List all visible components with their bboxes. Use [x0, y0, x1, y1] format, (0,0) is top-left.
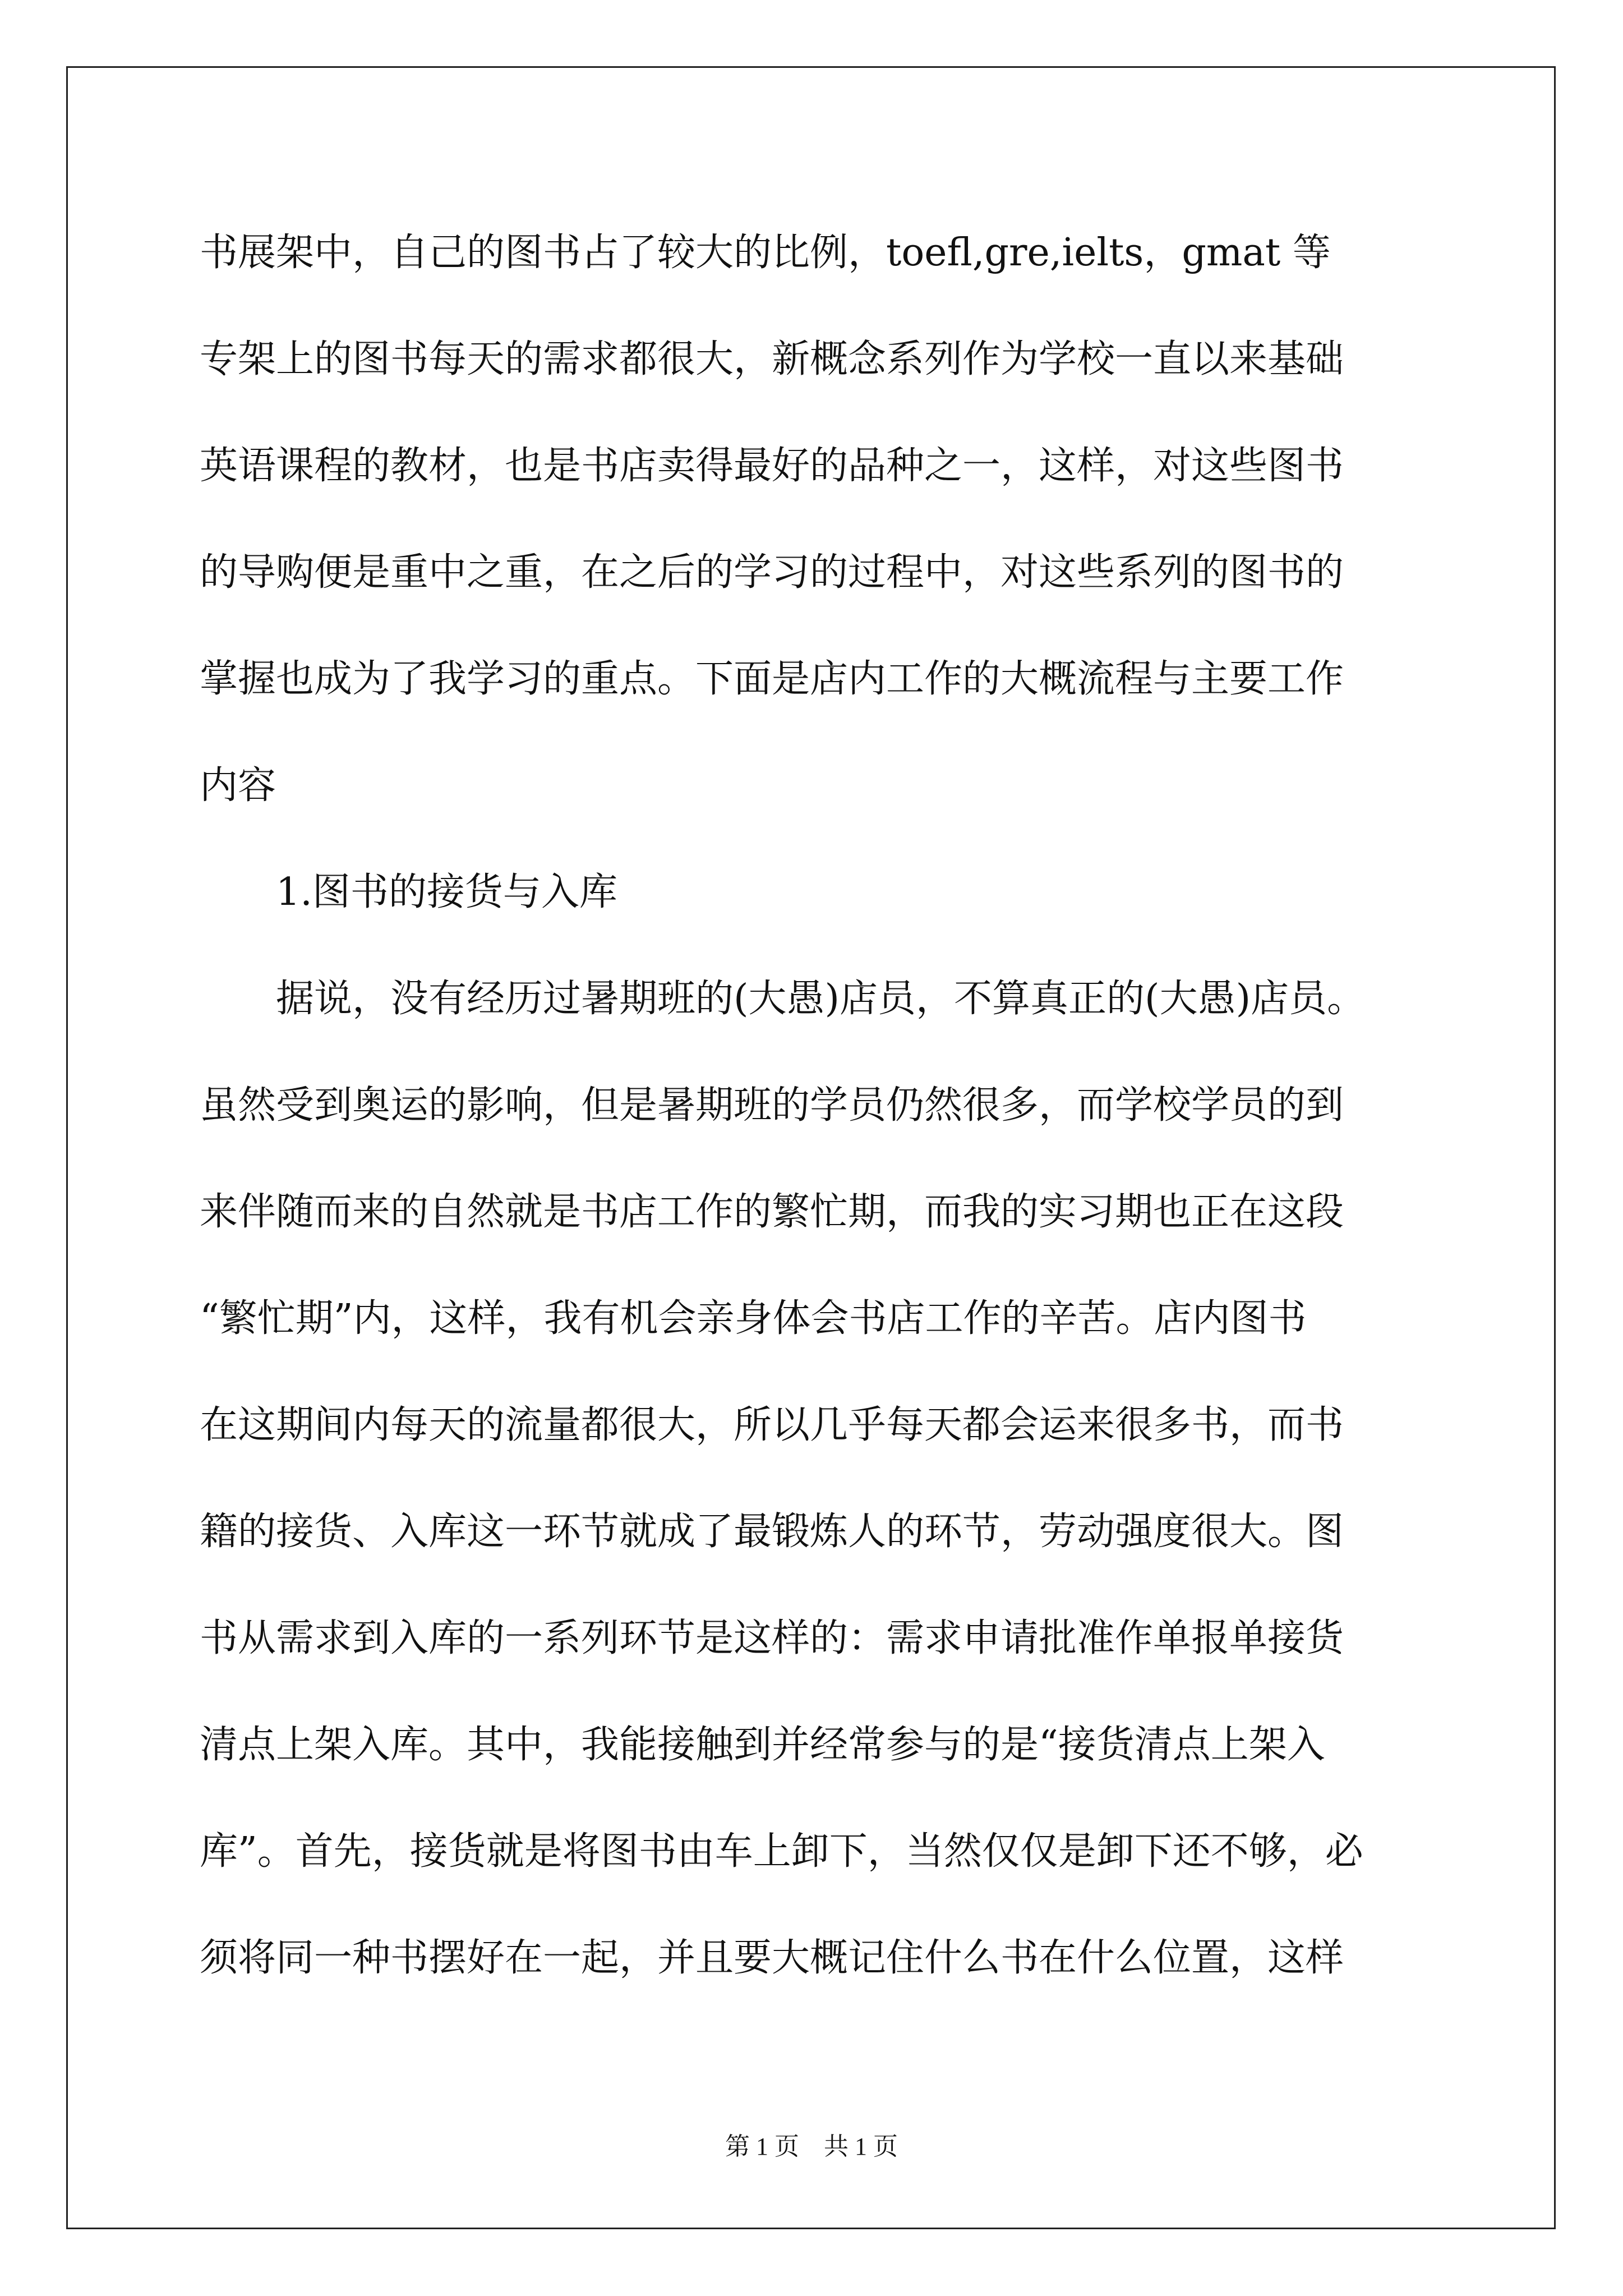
- text-line-14: 书从需求到入库的一系列环节是这样的：需求申请批准作单报单接货: [200, 1616, 1344, 1660]
- text-line-9: 虽然受到奥运的影响，但是暑期班的学员仍然很多，而学校学员的到: [200, 1083, 1344, 1128]
- text-line-1: 书展架中，自己的图书占了较大的比例，toefl,gre,ielts，gmat 等: [200, 231, 1331, 275]
- text-line-3: 英语课程的教材，也是书店卖得最好的品种之一，这样，对这些图书: [200, 444, 1344, 488]
- document-body: [200, 223, 1433, 2035]
- page-number-footer: 第 1 页 共 1 页: [725, 2133, 898, 2160]
- text-line-8: 据说，没有经历过暑期班的(大愚)店员，不算真正的(大愚)店员。: [276, 977, 1366, 1021]
- text-line-11: “繁忙期”内，这样，我有机会亲身体会书店工作的辛苦。店内图书: [200, 1296, 1307, 1341]
- section-heading: 1.图书的接货与入库: [276, 870, 617, 914]
- text-line-16: 库”。首先，接货就是将图书由车上卸下，当然仅仅是卸下还不够，必: [200, 1829, 1363, 1874]
- text-line-2: 专架上的图书每天的需求都很大，新概念系列作为学校一直以来基础: [200, 337, 1344, 381]
- text-line-10: 来伴随而来的自然就是书店工作的繁忙期，而我的实习期也正在这段: [200, 1190, 1344, 1234]
- text-line-12: 在这期间内每天的流量都很大，所以几乎每天都会运来很多书，而书: [200, 1403, 1344, 1447]
- text-line-17: 须将同一种书摆好在一起，并且要大概记住什么书在什么位置，这样: [200, 1936, 1344, 1980]
- text-line-13: 籍的接货、入库这一环节就成了最锻炼人的环节，劳动强度很大。图: [200, 1510, 1344, 1554]
- text-line-4: 的导购便是重中之重，在之后的学习的过程中，对这些系列的图书的: [200, 550, 1344, 595]
- text-line-6: 内容: [200, 763, 276, 808]
- text-line-5: 掌握也成为了我学习的重点。下面是店内工作的大概流程与主要工作: [200, 657, 1344, 701]
- text-line-15: 清点上架入库。其中，我能接触到并经常参与的是“接货清点上架入: [200, 1723, 1325, 1767]
